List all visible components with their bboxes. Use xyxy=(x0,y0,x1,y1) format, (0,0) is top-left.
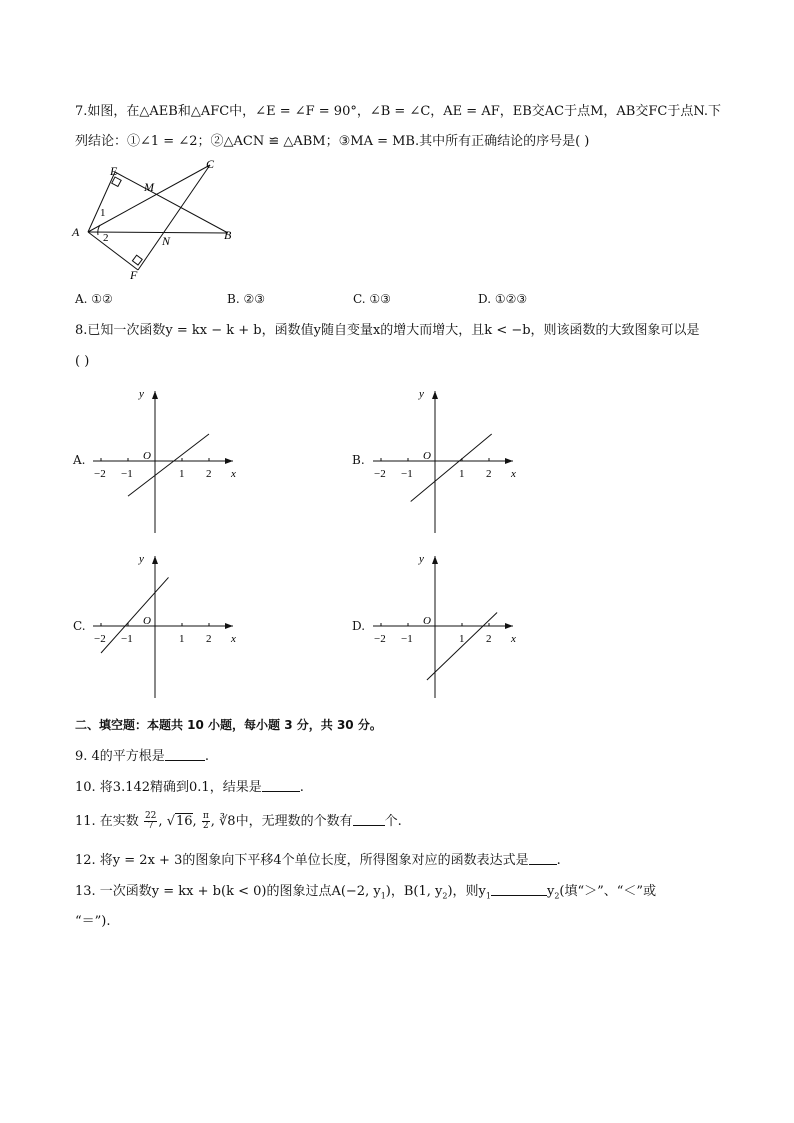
tick-label: 2 xyxy=(486,468,492,480)
q11: 11. 在实数 $\frac{22}{7}$ , √16, $\frac{\pi}{2}$ , ∛8中，无理数的个数有 个. xyxy=(75,811,402,831)
function-line xyxy=(427,613,497,681)
function-line xyxy=(411,434,492,502)
origin-label: O xyxy=(143,450,151,462)
q11-answer-blank[interactable] xyxy=(353,813,385,826)
q10-answer-blank[interactable] xyxy=(262,779,300,792)
q7-text-line1: 7.如图，在△AEB和△AFC中，∠E = ∠F = 90°，∠B = ∠C，AE = AF，EB交AC于点M，AB交FC于点N.下 xyxy=(75,104,721,119)
y-axis-arrow xyxy=(152,556,158,564)
label-n: N xyxy=(162,234,171,248)
x-axis-arrow xyxy=(225,458,233,464)
y-axis-label: y xyxy=(139,553,144,565)
tick-label: 1 xyxy=(459,633,465,645)
y-axis-label: y xyxy=(139,388,144,400)
q8-text-line1: 8.已知一次函数y = kx − k + b，函数值y随自变量x的增大而增大，且k < −b，则该函数的大致图象可以是 xyxy=(75,323,700,338)
q8-option-c-label[interactable]: C. xyxy=(73,619,86,633)
label-m: M xyxy=(144,180,154,194)
q12-answer-blank[interactable] xyxy=(529,852,557,865)
origin-label: O xyxy=(143,615,151,627)
q9-end: . xyxy=(204,749,209,764)
function-line xyxy=(101,577,169,653)
q11-sqrt-16: √16 xyxy=(166,814,193,829)
q7-option-a[interactable]: A. ①② xyxy=(75,292,113,306)
label-e: E xyxy=(110,164,118,178)
tick-label: 2 xyxy=(206,633,212,645)
q7-text-line2: 列结论：①∠1 = ∠2；②△ACN ≌ △ABM；③MA = MB.其中所有正确结论的序号是( ) xyxy=(75,134,590,149)
q12 xyxy=(75,852,561,870)
x-axis-label: x xyxy=(231,633,236,645)
function-line xyxy=(128,434,209,496)
x-axis-label: x xyxy=(511,468,516,480)
q13-answer-blank[interactable] xyxy=(491,883,547,896)
x-axis-label: x xyxy=(511,633,516,645)
angle-2-label: 2 xyxy=(103,232,109,244)
tick-label: −2 xyxy=(94,633,106,645)
q11-suffix: 中，无理数的个数有 xyxy=(235,814,353,829)
y-axis-label: y xyxy=(419,388,424,400)
tick-label: −1 xyxy=(401,468,413,480)
q11-fraction-pi-2: $\frac{\pi}{2}$ xyxy=(202,811,209,831)
tick-label: 1 xyxy=(179,633,185,645)
q8-text-line2: ( ) xyxy=(75,354,90,369)
q11-cbrt-8: ∛8 xyxy=(219,814,236,829)
label-f: F xyxy=(130,268,138,282)
q8-graph-c xyxy=(85,550,245,700)
x-axis-arrow xyxy=(505,458,513,464)
label-c: C xyxy=(206,157,215,171)
tick-label: 2 xyxy=(206,468,212,480)
q12-text: 12. 将y = 2x + 3的图象向下平移4个单位长度，所得图象对应的函数表达式是 xyxy=(75,853,529,868)
section-2-heading: 二、填空题：本题共 10 小题，每小题 3 分，共 30 分。 xyxy=(75,718,382,732)
label-a: A xyxy=(72,225,80,239)
q11-fraction-22-7: $\frac{22}{7}$ xyxy=(144,811,157,831)
y-axis-arrow xyxy=(152,391,158,399)
q8-graph-d xyxy=(365,550,525,700)
q8-graph-b xyxy=(365,385,525,535)
angle-1-label: 1 xyxy=(100,207,106,219)
q7-option-b[interactable]: B. ②③ xyxy=(227,292,265,306)
q10 xyxy=(75,779,304,797)
y-axis-arrow xyxy=(432,556,438,564)
q13-line1: 13. 一次函数y = kx + b(k < 0)的图象过点A(−2, $y_1$)，B(1, $y_2$)，则$y_1$ $y_2$(填“＞”、“＜”或 xyxy=(75,884,657,901)
q8-option-b-label[interactable]: B. xyxy=(352,453,365,467)
tick-label: −1 xyxy=(401,633,413,645)
q8-option-a-label[interactable]: A. xyxy=(73,453,86,467)
tick-label: −1 xyxy=(121,633,133,645)
q12-end: . xyxy=(556,853,561,868)
tick-label: 1 xyxy=(459,468,465,480)
q9 xyxy=(75,748,209,766)
q8-option-d-label[interactable]: D. xyxy=(352,619,366,633)
q7-option-d[interactable]: D. ①②③ xyxy=(478,292,528,306)
x-axis-arrow xyxy=(225,623,233,629)
q10-end: . xyxy=(299,780,304,795)
y-axis-arrow xyxy=(432,391,438,399)
q11-prefix: 11. 在实数 xyxy=(75,814,139,829)
y-axis-label: y xyxy=(419,553,424,565)
q13-line2: “＝”). xyxy=(75,914,111,929)
tick-label: −2 xyxy=(374,633,386,645)
tick-label: 1 xyxy=(179,468,185,480)
x-axis-label: x xyxy=(231,468,236,480)
origin-label: O xyxy=(423,450,431,462)
q11-end: 个. xyxy=(384,814,402,829)
q9-text: 9. 4的平方根是 xyxy=(75,749,165,764)
tick-label: −2 xyxy=(94,468,106,480)
q7-option-c[interactable]: C. ①③ xyxy=(353,292,391,306)
q7-triangle-figure xyxy=(70,155,250,285)
q8-graph-a xyxy=(85,385,245,535)
origin-label: O xyxy=(423,615,431,627)
x-axis-arrow xyxy=(505,623,513,629)
tick-label: −2 xyxy=(374,468,386,480)
q10-text: 10. 将3.142精确到0.1，结果是 xyxy=(75,780,262,795)
q9-answer-blank[interactable] xyxy=(165,748,205,761)
label-b: B xyxy=(224,228,232,242)
tick-label: −1 xyxy=(121,468,133,480)
tick-label: 2 xyxy=(486,633,492,645)
